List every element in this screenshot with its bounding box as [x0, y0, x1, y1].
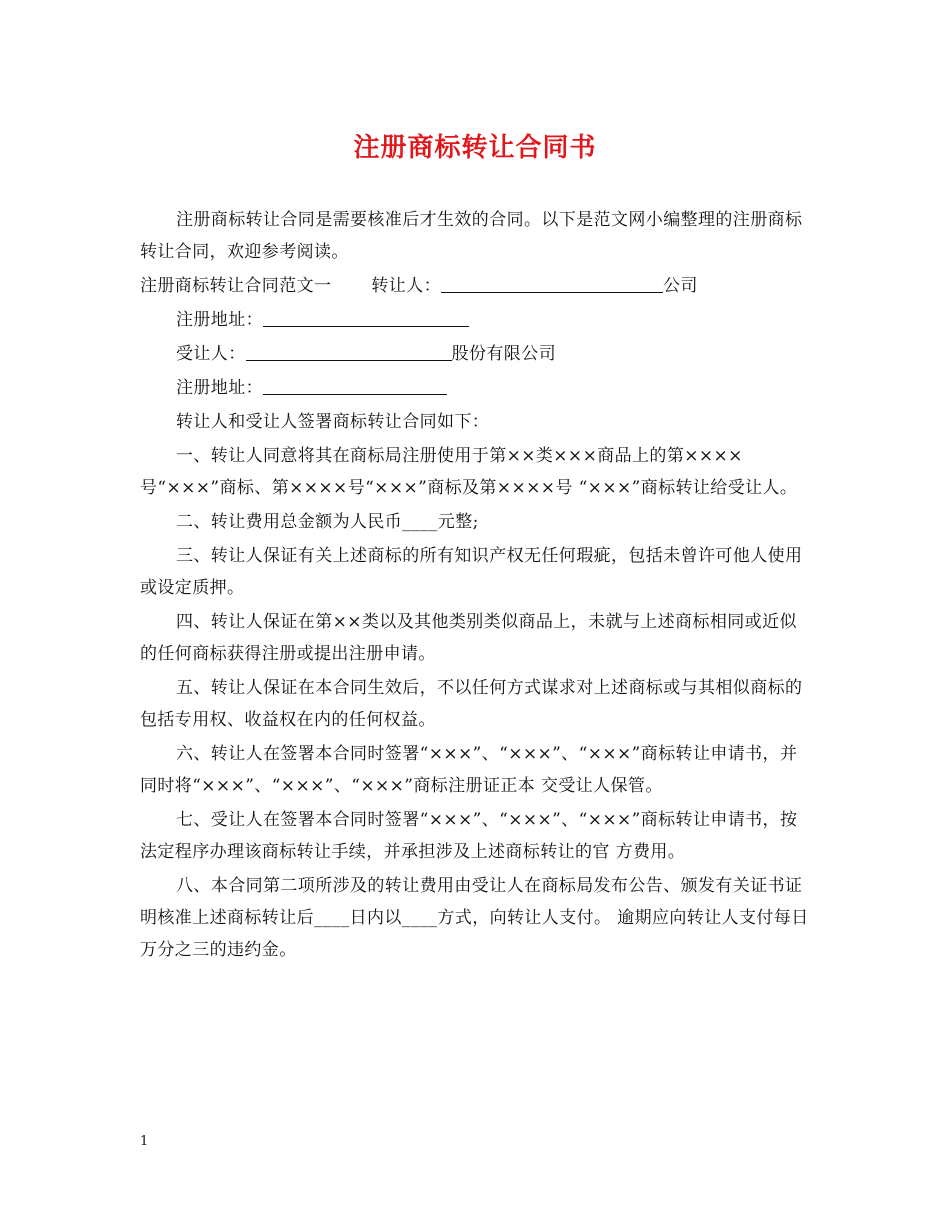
agreement-intro: 转让人和受让人签署商标转让合同如下：: [176, 412, 490, 432]
clause-5: 五、转让人保证在本合同生效后，不以任何方式谋求对上述商标或与其相似商标的包括专用权、收益权在内的任何权益。: [140, 678, 803, 730]
reg-address-blank-1: [263, 306, 469, 327]
page-number: 1: [140, 1134, 149, 1149]
assignee-label: 受让人：: [176, 344, 246, 364]
clause-1: 一、转让人同意将其在商标局注册使用于第××类×××商品上的第××××号“×××”商标、第××××号“×××”商标及第××××号 “×××”商标转让给受让人。: [140, 446, 798, 498]
clause-2: 二、转让费用总金额为人民币____元整;: [176, 512, 479, 532]
assignor-blank: [441, 272, 663, 293]
reg-address-label-1: 注册地址：: [176, 310, 263, 330]
sample-label: 注册商标转让合同范文一: [140, 276, 332, 296]
assignee-line: [140, 338, 812, 370]
document-title: 注册商标转让合同书: [353, 133, 597, 163]
reg-address-blank-2: [263, 374, 447, 395]
intro-paragraph: 注册商标转让合同是需要核准后才生效的合同。以下是范文网小编整理的注册商标转让合同，欢迎参考阅读。: [140, 210, 803, 262]
assignee-suffix: 股份有限公司: [451, 344, 557, 364]
assignee-blank: [246, 340, 452, 361]
clause-6: 六、转让人在签署本合同时签署“×××”、“×××”、“×××”商标转让申请书，并同时将“×××”、“×××”、“×××”商标注册证正本 交受让人保管。: [140, 744, 798, 796]
clause-7: 七、受让人在签署本合同时签署“×××”、“×××”、“×××”商标转让申请书，按法定程序办理该商标转让手续，并承担涉及上述商标转让的官 方费用。: [140, 810, 798, 862]
assignor-suffix: 公司: [663, 276, 698, 296]
assignor-line: [140, 270, 812, 302]
clause-4: 四、转让人保证在第××类以及其他类别类似商品上，未就与上述商标相同或近似的任何商标获得注册或提出注册申请。: [140, 612, 797, 664]
clause-8: 八、本合同第二项所涉及的转让费用由受让人在商标局发布公告、颁发有关证书证明核准上述商标转让后____日内以____方式，向转让人支付。 逾期应向转让人支付每日万分之三的违约金。: [140, 876, 809, 960]
reg-address-label-2: 注册地址：: [176, 378, 263, 398]
document-body: [140, 204, 812, 968]
reg-address-line-2: [140, 372, 812, 404]
clause-3: 三、转让人保证有关上述商标的所有知识产权无任何瑕疵，包括未曾许可他人使用或设定质押。: [140, 546, 803, 598]
assignor-label: 转让人：: [371, 276, 442, 296]
reg-address-line-1: [140, 304, 812, 336]
